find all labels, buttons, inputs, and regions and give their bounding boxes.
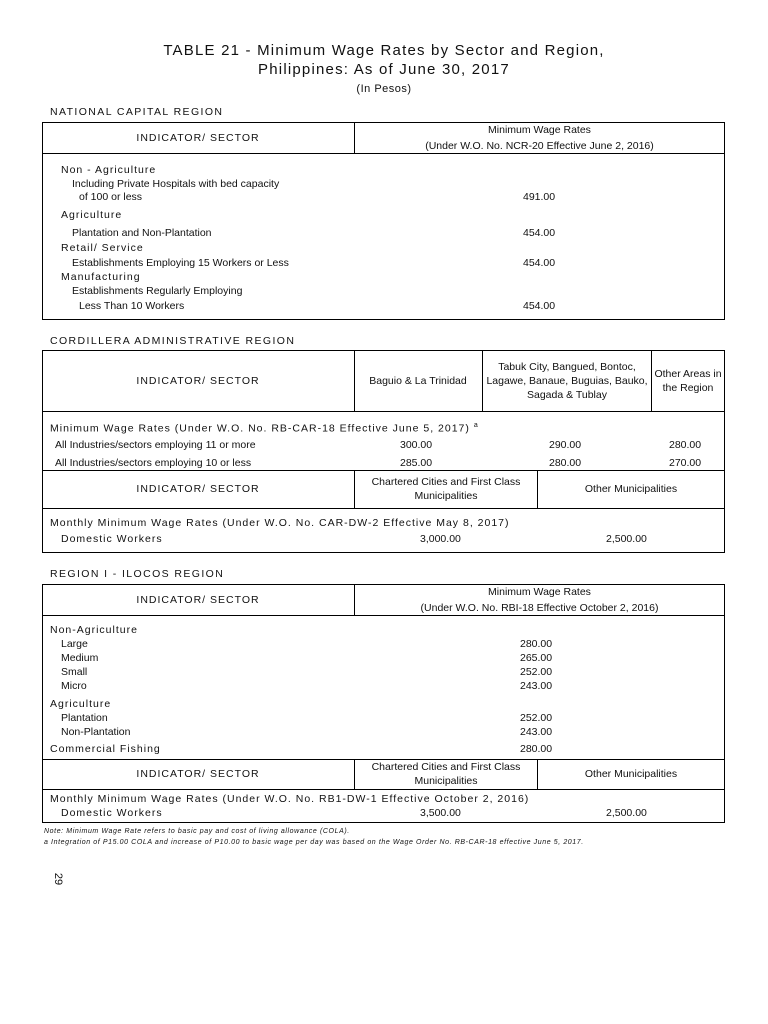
r1-header-rule (42, 615, 725, 616)
ncr-row-label: Non - Agriculture (61, 164, 157, 176)
r1-monthly-label: Domestic Workers (61, 807, 163, 819)
ncr-row-label: Plantation and Non-Plantation (72, 227, 212, 239)
unit-label: (In Pesos) (356, 83, 412, 95)
car-row-baguio: 300.00 (400, 439, 433, 451)
car-header-rule (42, 411, 725, 412)
r1-row-value: 252.00 (520, 666, 553, 678)
car-col-tabuk: Tabuk City, Bangued, Bontoc, Lagawe, Banaue, Buguias, Bauko, Sagada & Tublay (486, 360, 648, 401)
car-row-other: 280.00 (669, 439, 702, 451)
car-col-indicator: INDICATOR/ SECTOR (136, 374, 260, 387)
table-title-line2: Philippines: As of June 30, 2017 (258, 61, 510, 78)
footnote-a-text: a Integration of P15.00 COLA and increase of P10.00 to basic wage per day was based on the Wage Order No. RB-CAR-18 effective June 5, 2017. (44, 839, 584, 846)
ncr-row-label: Establishments Employing 15 Workers or Less (72, 257, 289, 269)
r1-row-label: Small (61, 666, 88, 678)
car-monthly-heading: Monthly Minimum Wage Rates (Under W.O. No. CAR-DW-2 Effective May 8, 2017) (50, 517, 510, 529)
r1-row-value: 280.00 (520, 638, 553, 650)
r1-col2-other: Other Municipalities (584, 768, 678, 780)
footnote-a-marker: a (473, 422, 479, 429)
r1-row-value: 243.00 (520, 680, 553, 692)
ncr-col-rate-line2: (Under W.O. No. NCR-20 Effective June 2, 2016) (425, 140, 654, 152)
car-row-tabuk: 280.00 (549, 457, 582, 469)
car-region-heading: CORDILLERA ADMINISTRATIVE REGION (50, 335, 296, 347)
r1-row-value: 243.00 (520, 726, 553, 738)
ncr-col-rate-line1: Minimum Wage Rates (488, 124, 591, 136)
r1-row-label: Non-Plantation (61, 726, 131, 738)
page-number: 29 (52, 872, 65, 886)
ncr-row-label: of 100 or less (79, 191, 143, 203)
ncr-row-label: Including Private Hospitals with bed capacity (72, 178, 280, 190)
ncr-col-indicator: INDICATOR/ SECTOR (136, 131, 260, 144)
r1-subheader-rule-bottom (42, 789, 725, 790)
ncr-row-value: 454.00 (523, 300, 556, 312)
car-subheader-rule-bottom (42, 508, 725, 509)
note-text: Note: Minimum Wage Rate refers to basic pay and cost of living allowance (COLA). (44, 828, 350, 835)
ncr-row-label: Agriculture (61, 209, 123, 221)
car-col-other: Other Areas in the Region (654, 367, 722, 394)
r1-subheader-divider (354, 759, 355, 790)
ncr-row-label: Less Than 10 Workers (79, 300, 185, 312)
car-col2-chartered: Chartered Cities and First Class Municipalities (371, 476, 521, 502)
car-daily-heading-text: Minimum Wage Rates (Under W.O. No. RB-CAR-18 Effective June 5, 2017) (50, 422, 470, 435)
ncr-row-label: Establishments Regularly Employing (72, 285, 243, 297)
r1-monthly-heading: Monthly Minimum Wage Rates (Under W.O. No. RB1-DW-1 Effective October 2, 2016) (50, 793, 530, 805)
car-header-divider (482, 350, 483, 412)
car-col2-other: Other Municipalities (584, 483, 678, 495)
ncr-region-heading: NATIONAL CAPITAL REGION (50, 106, 224, 118)
ncr-row-label: Manufacturing (61, 271, 141, 283)
car-row-tabuk: 290.00 (549, 439, 582, 451)
car-monthly-other: 2,500.00 (606, 533, 647, 545)
r1-row-value: 265.00 (520, 652, 553, 664)
car-monthly-label: Domestic Workers (61, 533, 163, 545)
r1-monthly-other: 2,500.00 (606, 807, 647, 819)
r1-row-label: Plantation (61, 712, 108, 724)
r1-col2-chartered: Chartered Cities and First Class Municipalities (371, 761, 521, 787)
r1-row-label: Medium (61, 652, 99, 664)
r1-col-indicator: INDICATOR/ SECTOR (136, 593, 260, 606)
ncr-header-rule (42, 153, 725, 154)
r1-row-label: Commercial Fishing (50, 743, 161, 755)
table-title-line1: TABLE 21 - Minimum Wage Rates by Sector and Region, (163, 42, 605, 59)
r1-row-label: Micro (61, 680, 87, 692)
car-monthly-chartered: 3,000.00 (420, 533, 461, 545)
ncr-row-value: 454.00 (523, 227, 556, 239)
r1-row-label: Agriculture (50, 698, 112, 710)
car-subheader-divider (354, 470, 355, 509)
car-daily-heading (50, 422, 479, 435)
car-row-label: All Industries/sectors employing 10 or less (55, 457, 252, 469)
r1-row-value: 280.00 (520, 743, 553, 755)
r1-region-heading: REGION I - ILOCOS REGION (50, 568, 225, 580)
r1-monthly-chartered: 3,500.00 (420, 807, 461, 819)
ncr-row-label: Retail/ Service (61, 242, 144, 254)
car-row-label: All Industries/sectors employing 11 or more (55, 439, 256, 451)
r1-col2-indicator: INDICATOR/ SECTOR (136, 768, 260, 780)
r1-row-label: Large (61, 638, 88, 650)
car-col-baguio: Baguio & La Trinidad (369, 374, 467, 387)
r1-row-label: Non-Agriculture (50, 624, 138, 636)
car-row-baguio: 285.00 (400, 457, 433, 469)
r1-row-value: 252.00 (520, 712, 553, 724)
r1-col-rate-line1: Minimum Wage Rates (488, 586, 591, 598)
ncr-row-value: 454.00 (523, 257, 556, 269)
car-col2-indicator: INDICATOR/ SECTOR (136, 483, 260, 495)
r1-col-rate-line2: (Under W.O. No. RBI-18 Effective October 2, 2016) (420, 602, 659, 614)
ncr-row-value: 491.00 (523, 191, 556, 203)
car-row-other: 270.00 (669, 457, 702, 469)
